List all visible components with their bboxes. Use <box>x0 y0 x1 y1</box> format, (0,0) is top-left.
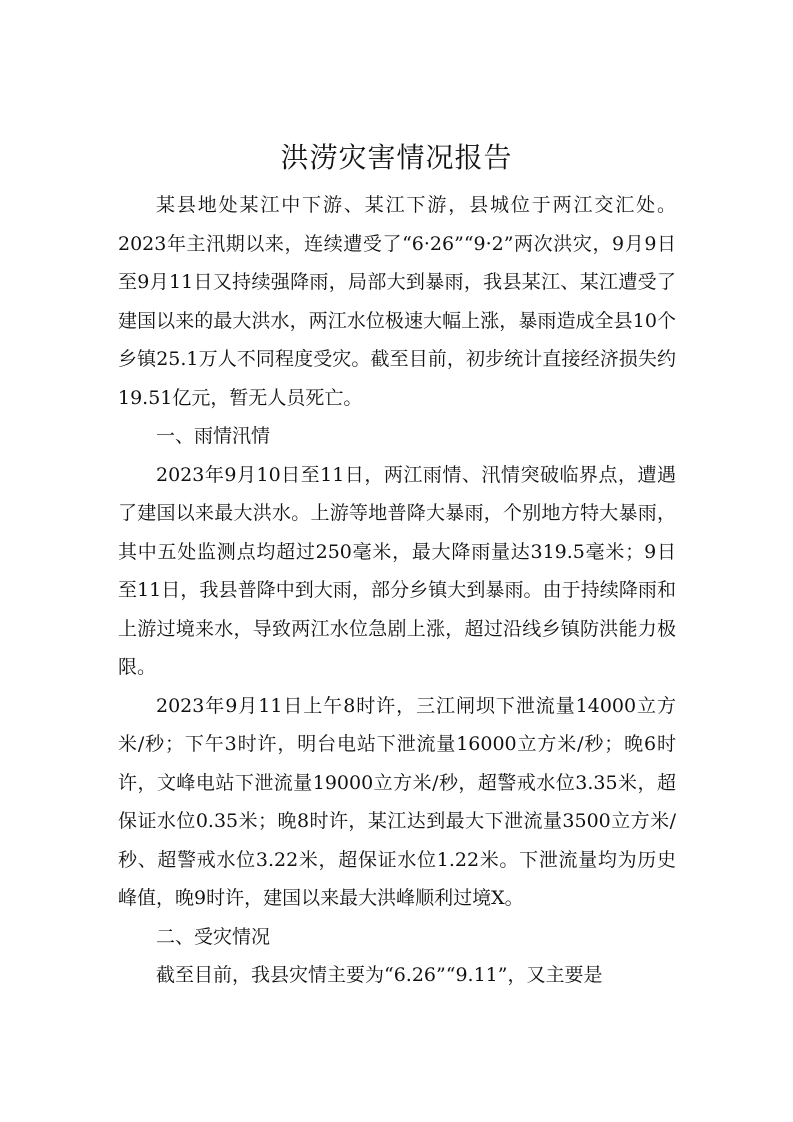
rain-paragraph-2: 2023年9月11日上午8时许，三江闸坝下泄流量14000立方米/秒；下午3时许，明台电站下泄流量16000立方米/秒；晚6时许，文峰电站下泄流量19000立方米/秒，超警戒水位3.35米，超保证水位0.35米；晚8时许，某江达到最大下泄流量3500立方米/秒、超警戒水位3.22米，超保证水位1.22米。下泄流量均为历史峰值，晚9时许，建国以来最大洪峰顺利过境X。 <box>118 694 676 909</box>
rain-paragraph-1: 2023年9月10日至11日，两江雨情、汛情突破临界点，遭遇了建国以来最大洪水。上游等地普降大暴雨，个别地方特大暴雨，其中五处监测点均超过250毫米，最大降雨量达319.5毫米；9日至11日，我县普降中到大雨，部分乡镇大到暴雨。由于持续降雨和上游过境来水，导致两江水位急剧上涨，超过沿线乡镇防洪能力极限。 <box>118 463 676 678</box>
document-body <box>118 186 676 995</box>
disaster-paragraph-1: 截至目前，我县灾情主要为“6.26”“9.11”，又主要是 <box>156 964 603 986</box>
section-heading-rain: 一、雨情汛情 <box>156 425 271 447</box>
section-heading-disaster: 二、受灾情况 <box>156 925 271 948</box>
document-title: 洪涝灾害情况报告 <box>280 141 513 174</box>
intro-paragraph: 某县地处某江中下游、某江下游，县城位于两江交汇处。2023年主汛期以来，连续遭受了“6·26”“9·2”两次洪灾，9月9日至9月11日又持续强降雨，局部大到暴雨，我县某江、某江遭受了建国以来的最大洪水，两江水位极速大幅上涨，暴雨造成全县10个乡镇25.1万人不同程度受灾。截至目前，初步统计直接经济损失约19.51亿元，暂无人员死亡。 <box>118 194 676 409</box>
